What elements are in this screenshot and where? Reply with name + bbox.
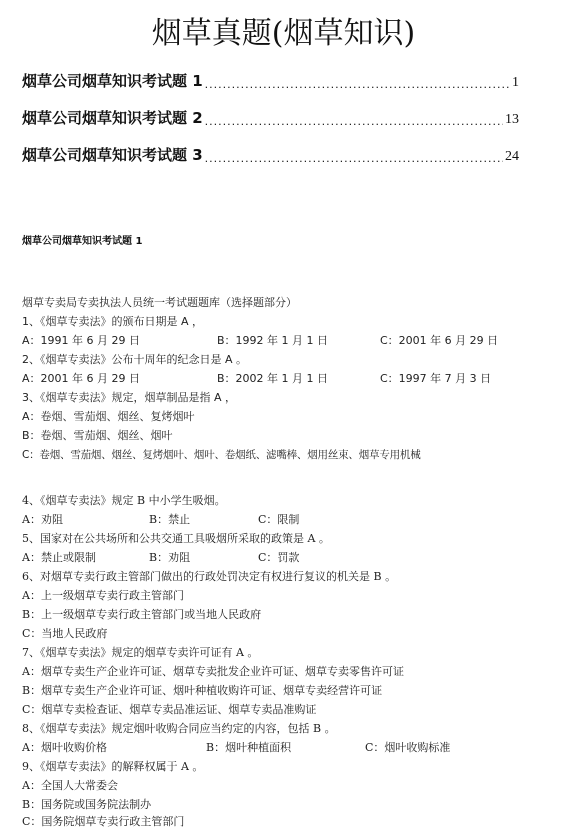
intro-text: 烟草专卖局专卖执法人员统一考试题题库（选择题部分） — [22, 296, 297, 309]
option-a: A：全国人大常委会 — [22, 779, 118, 792]
toc-page-number: 1 — [512, 75, 519, 90]
question-3: 3、《烟草专卖法》规定，烟草制品是指 A ， — [22, 391, 237, 404]
option-c: C：卷烟、雪茄烟、烟丝、复烤烟叶、烟叶、卷烟纸、滤嘴棒、烟用丝束、烟草专用机械 — [22, 449, 421, 461]
question-1: 1、《烟草专卖法》的颁布日期是 A ， — [22, 315, 204, 328]
option-b: B：卷烟、雪茄烟、烟丝、烟叶 — [22, 429, 173, 442]
toc-entry-3[interactable] — [22, 144, 519, 165]
question-9: 9、《烟草专卖法》的解释权属于 A 。 — [22, 760, 204, 773]
option-c: C：烟叶收购标准 — [365, 741, 451, 754]
option-b: B：劝阻 — [149, 551, 191, 564]
option-c: C：1997 年 7 月 3 日 — [380, 372, 492, 385]
option-c: C：当地人民政府 — [22, 627, 108, 640]
option-a: A：烟草专卖生产企业许可证、烟草专卖批发企业许可证、烟草专卖零售许可证 — [22, 665, 404, 678]
option-c: C：国务院烟草专卖行政主管部门 — [22, 815, 185, 828]
document-title: 烟草真题(烟草知识) — [151, 16, 416, 51]
option-a: A：烟叶收购价格 — [22, 741, 107, 754]
option-b: B：国务院或国务院法制办 — [22, 798, 152, 811]
option-a: A：上一级烟草专卖行政主管部门 — [22, 589, 184, 602]
toc-entry-2[interactable] — [22, 107, 519, 128]
toc-label[interactable]: 烟草公司烟草知识考试题 2 — [22, 109, 203, 127]
question-6: 6、对烟草专卖行政主管部门做出的行政处罚决定有权进行复议的机关是 B 。 — [22, 570, 397, 583]
toc-page-number: 24 — [505, 149, 519, 164]
question-2: 2、《烟草专卖法》公布十周年的纪念日是 A 。 — [22, 353, 248, 366]
option-b: B：禁止 — [149, 513, 191, 526]
question-5: 5、国家对在公共场所和公共交通工具吸烟所采取的政策是 A 。 — [22, 532, 330, 545]
option-c: C：限制 — [258, 513, 300, 526]
question-7: 7、《烟草专卖法》规定的烟草专卖许可证有 A 。 — [22, 646, 259, 659]
option-b: B：2002 年 1 月 1 日 — [217, 372, 329, 385]
option-a: A：2001 年 6 月 29 日 — [22, 372, 140, 385]
option-c: C：2001 年 6 月 29 日 — [380, 334, 499, 347]
toc-entry-1[interactable] — [22, 70, 519, 91]
toc-leader — [205, 152, 503, 165]
question-8: 8、《烟草专卖法》规定烟叶收购合同应当约定的内容，包括 B 。 — [22, 722, 336, 735]
option-c: C：罚款 — [258, 551, 300, 564]
toc-leader — [205, 78, 510, 91]
toc-label[interactable]: 烟草公司烟草知识考试题 3 — [22, 146, 203, 164]
section-heading: 烟草公司烟草知识考试题 1 — [22, 236, 143, 247]
option-a: A：卷烟、雪茄烟、烟丝、复烤烟叶 — [22, 410, 195, 423]
option-b: B：烟草专卖生产企业许可证、烟叶种植收购许可证、烟草专卖经营许可证 — [22, 684, 383, 697]
option-a: A：禁止或限制 — [22, 551, 96, 564]
option-b: B：1992 年 1 月 1 日 — [217, 334, 329, 347]
option-c: C：烟草专卖检查证、烟草专卖品准运证、烟草专卖品准购证 — [22, 703, 317, 716]
toc-label[interactable]: 烟草公司烟草知识考试题 1 — [22, 72, 203, 90]
question-4: 4、《烟草专卖法》规定 B 中小学生吸烟。 — [22, 494, 226, 507]
option-b: B：上一级烟草专卖行政主管部门或当地人民政府 — [22, 608, 262, 621]
option-a: A：劝阻 — [22, 513, 63, 526]
toc-page-number: 13 — [505, 112, 519, 127]
option-a: A：1991 年 6 月 29 日 — [22, 334, 140, 347]
toc-leader — [205, 115, 503, 128]
option-b: B：烟叶种植面积 — [206, 741, 292, 754]
